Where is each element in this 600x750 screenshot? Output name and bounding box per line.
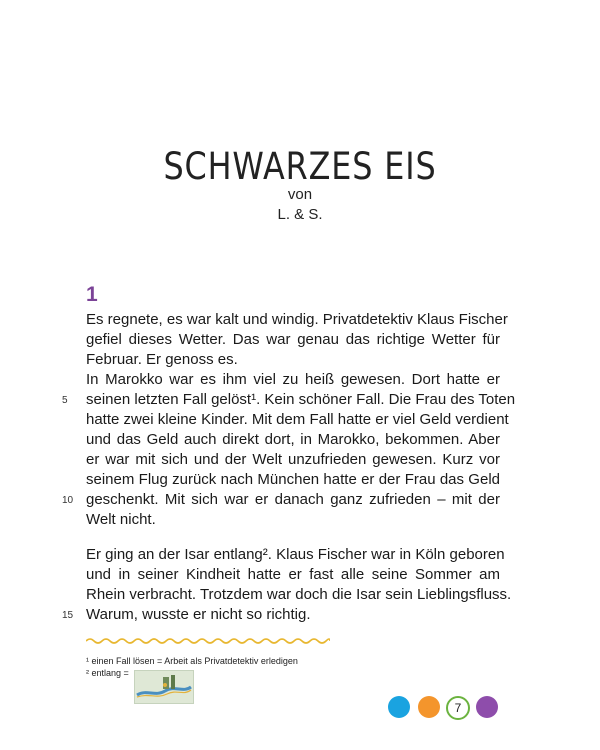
paragraph-3 bbox=[86, 545, 512, 625]
byline-von: von bbox=[287, 186, 313, 203]
footnote-2: ² entlang = bbox=[86, 668, 129, 678]
text-line: Februar. Er genoss es. bbox=[86, 351, 238, 368]
text-line: er war mit sich und der Welt unzufrieden gewesen. Kurz vor bbox=[86, 451, 500, 468]
text-line: Warum, wusste er nicht so richtig. bbox=[86, 606, 311, 623]
line-number-15: 15 bbox=[62, 610, 74, 621]
paragraph-2 bbox=[86, 370, 516, 530]
footnote-divider-wave bbox=[86, 636, 330, 646]
text-line: In Marokko war es ihm viel zu heiß gewesen. Dort hatte er bbox=[86, 371, 500, 388]
text-line: seinem Flug zurück nach München hatte er der Frau das Geld bbox=[86, 471, 500, 488]
text-line: hatte zwei kleine Kinder. Mit dem Fall hatte er viel Geld verdient bbox=[86, 411, 509, 428]
footnote-1: ¹ einen Fall lösen = Arbeit als Privatdetektiv erledigen bbox=[86, 656, 298, 666]
text-line: Es regnete, es war kalt und windig. Privatdetektiv Klaus Fischer bbox=[86, 311, 508, 328]
line-number-5: 5 bbox=[62, 395, 68, 406]
text-line: Rhein verbracht. Trotzdem war doch die Isar sein Lieblingsfluss. bbox=[86, 586, 512, 603]
river-illustration bbox=[134, 670, 194, 704]
text-line: Er ging an der Isar entlang². Klaus Fischer war in Köln geboren bbox=[86, 546, 505, 563]
page-number: 7 bbox=[446, 696, 470, 720]
book-title: SCHWARZES EIS bbox=[163, 144, 437, 188]
text-line: gefiel dieses Wetter. Das war genau das richtige Wetter für bbox=[86, 331, 500, 348]
text-line: und in seiner Kindheit hatte er fast alle seine Sommer am bbox=[86, 566, 500, 583]
paragraph-1 bbox=[86, 310, 508, 370]
text-line: geschenkt. Mit sich war er danach ganz zufrieden – mit der bbox=[86, 491, 500, 508]
purple-circle-icon bbox=[476, 696, 498, 718]
text-line: Welt nicht. bbox=[86, 511, 156, 528]
blue-circle-icon bbox=[388, 696, 410, 718]
text-line: und das Geld auch direkt dort, in Marokko, bekommen. Aber bbox=[86, 431, 500, 448]
line-number-10: 10 bbox=[62, 495, 74, 506]
orange-circle-icon bbox=[418, 696, 440, 718]
text-line: seinen letzten Fall gelöst¹. Kein schöner Fall. Die Frau des Toten bbox=[86, 391, 516, 408]
chapter-number: 1 bbox=[86, 283, 98, 306]
byline-author: L. & S. bbox=[277, 206, 323, 223]
